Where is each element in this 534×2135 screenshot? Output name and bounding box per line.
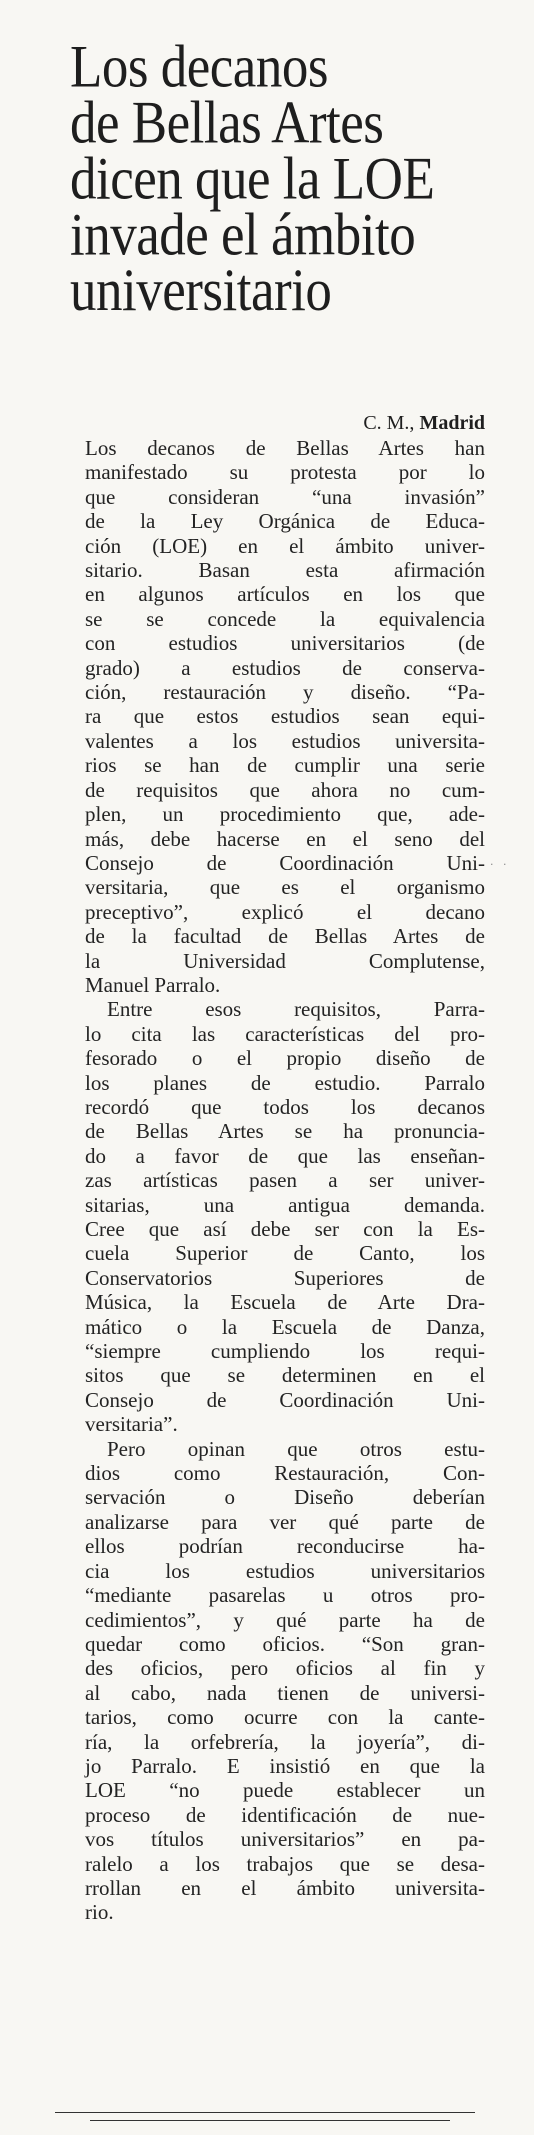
text-line: Pero opinan que otros estu- <box>107 1436 485 1461</box>
text-line: la Universidad Complutense, <box>85 948 485 973</box>
text-line: con estudios universitarios (de <box>85 631 485 656</box>
text-line: cedimientos”, y qué parte ha de <box>85 1607 485 1632</box>
text-line: al cabo, nada tienen de universi- <box>85 1680 485 1705</box>
headline-line: Los decanos <box>70 34 328 101</box>
text-line: zas artísticas pasen a ser univer- <box>85 1168 485 1193</box>
text-line: grado) a estudios de conserva- <box>85 655 485 680</box>
text-line: plen, un procedimiento que, ade- <box>85 802 485 827</box>
text-line: más, debe hacerse en el seno del <box>85 826 485 851</box>
text-line: ría, la orfebrería, la joyería”, di- <box>85 1729 485 1754</box>
text-line: de la facultad de Bellas Artes de <box>85 924 485 949</box>
text-line: fesorado o el propio diseño de <box>85 1046 485 1071</box>
text-line: mático o la Escuela de Danza, <box>85 1314 485 1339</box>
text-line: Cree que así debe ser con la Es- <box>85 1217 485 1241</box>
article-paragraph <box>85 1437 485 1925</box>
bottom-rule-secondary <box>90 2120 450 2121</box>
text-line: ción (LOE) en el ámbito univer- <box>85 533 485 558</box>
text-line: de requisitos que ahora no cum- <box>85 777 485 802</box>
text-line: Conservatorios Superiores de <box>85 1265 485 1290</box>
text-line: manifestado su protesta por lo <box>85 460 485 485</box>
text-line: sitario. Basan esta afirmación <box>85 558 485 583</box>
article-paragraph <box>85 436 485 997</box>
headline-line: de Bellas Artes <box>70 90 384 157</box>
text-line: cia los estudios universitarios <box>85 1558 485 1583</box>
text-line: rrollan en el ámbito universita- <box>85 1875 485 1900</box>
text-line: proceso de identificación de nue- <box>85 1802 485 1827</box>
text-line: Música, la Escuela de Arte Dra- <box>85 1290 485 1315</box>
text-line: quedar como oficios. “Son gran- <box>85 1631 485 1656</box>
byline-author: C. M., <box>363 412 415 434</box>
text-line: ellos podrían reconducirse ha- <box>85 1534 485 1559</box>
text-line: jo Parralo. E insistió en que la <box>85 1753 485 1778</box>
text-line: en algunos artículos en los que <box>85 582 485 607</box>
text-line: de Bellas Artes se ha pronuncia- <box>85 1119 485 1144</box>
text-line: vos títulos universitarios” en pa- <box>85 1827 485 1852</box>
text-line: rios se han de cumplir una serie <box>85 753 485 778</box>
text-line: versitaria, que es el organismo <box>85 875 485 900</box>
text-line: preceptivo”, explicó el decano <box>85 899 485 924</box>
text-line: dios como Restauración, Con- <box>85 1461 485 1486</box>
text-line: Consejo de Coordinación Uni- <box>85 850 485 875</box>
headline-line: dicen que la LOE <box>70 146 435 213</box>
text-line: de la Ley Orgánica de Educa- <box>85 509 485 534</box>
text-line: que consideran “una invasión” <box>85 484 485 509</box>
bottom-rule <box>55 2112 475 2113</box>
text-line: “siempre cumpliendo los requi- <box>85 1339 485 1364</box>
text-line: recordó que todos los decanos <box>85 1094 485 1119</box>
text-line: servación o Diseño deberían <box>85 1485 485 1510</box>
headline-line: universitario <box>70 257 332 324</box>
text-line: Manuel Parralo. <box>85 972 221 997</box>
text-line: analizarse para ver qué parte de <box>85 1509 485 1534</box>
text-line: se se concede la equivalencia <box>85 606 485 631</box>
text-line: ra que estos estudios sean equi- <box>85 704 485 729</box>
text-line: “mediante pasarelas u otros pro- <box>85 1583 485 1608</box>
text-line: valentes a los estudios universita- <box>85 728 485 753</box>
text-line: tarios, como ocurre con la cante- <box>85 1705 485 1730</box>
text-line: des oficios, pero oficios al fin y <box>85 1656 485 1681</box>
text-line: Consejo de Coordinación Uni- <box>85 1387 485 1412</box>
text-line: sitos que se determinen en el <box>85 1363 485 1388</box>
text-line: rio. <box>85 1900 114 1925</box>
scan-specks: · · <box>490 858 510 871</box>
headline-line: invade el ámbito <box>70 201 416 268</box>
headline <box>70 34 510 324</box>
text-line: ción, restauración y diseño. “Pa- <box>85 680 485 705</box>
text-line: versitaria”. <box>85 1412 178 1437</box>
text-line: los planes de estudio. Parralo <box>85 1070 485 1095</box>
text-line: Entre esos requisitos, Parra- <box>107 997 485 1022</box>
text-line: cuela Superior de Canto, los <box>85 1241 485 1266</box>
byline-place: Madrid <box>419 412 485 434</box>
text-line: Los decanos de Bellas Artes han <box>85 436 485 460</box>
article-paragraph <box>85 997 485 1436</box>
article-body <box>85 436 485 1925</box>
text-line: ralelo a los trabajos que se desa- <box>85 1851 485 1876</box>
text-line: LOE “no puede establecer un <box>85 1778 485 1803</box>
text-line: sitarias, una antigua demanda. <box>85 1192 485 1217</box>
text-line: do a favor de que las enseñan- <box>85 1143 485 1168</box>
text-line: lo cita las características del pro- <box>85 1021 485 1046</box>
byline <box>310 412 485 435</box>
